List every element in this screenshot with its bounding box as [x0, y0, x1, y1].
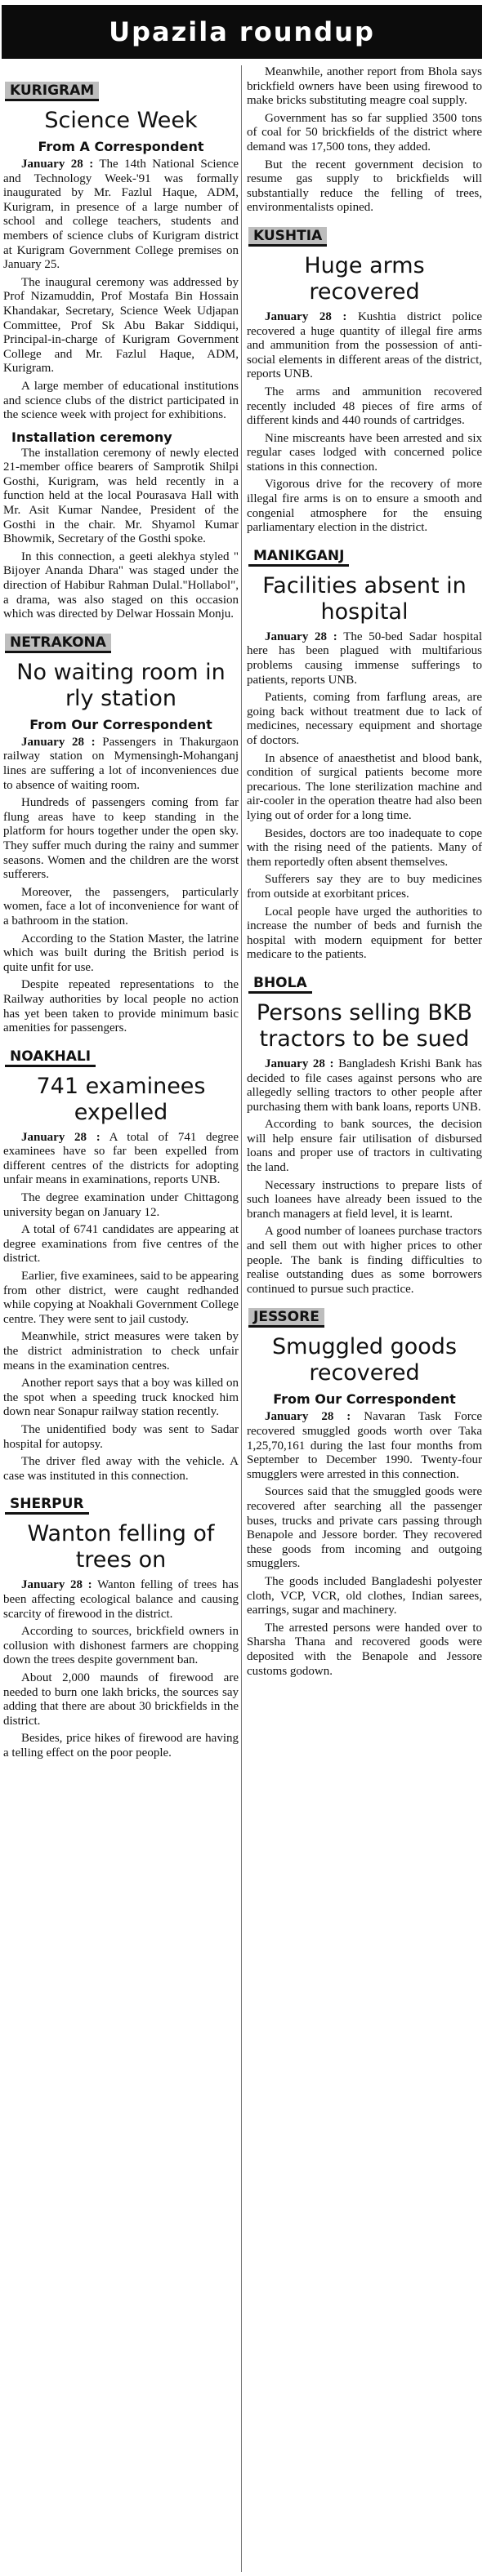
- article-paragraph: January 28 : Bangladesh Krishi Bank has decided to file cases against persons who are allegedly selling tractors to other people after purchasing them with bank loans, reports UNB.: [247, 1057, 483, 1114]
- article-paragraph: Besides, price hikes of firewood are having a telling effect on the poor people.: [3, 1732, 239, 1760]
- article-paragraph: Necessary instructions to prepare lists of such loanees have already been issued to the branch managers at field level, it is learnt.: [247, 1178, 482, 1221]
- article-paragraph: Meanwhile, another report from Bhola says brickfield owners have been using firewood to make bricks substituting meagre coal supply.: [247, 65, 482, 108]
- article-paragraph: Another report says that a boy was killed on the spot when a speeding truck knocked him down near Sonapur railway station recently.: [3, 1377, 239, 1419]
- section-tag: MANIKGANJ: [248, 547, 349, 567]
- article-byline: From Our Correspondent: [273, 1391, 456, 1408]
- article-paragraph: According to sources, brickfield owners in collusion with dishonest farmers are chopping down the trees despite government ban.: [3, 1625, 239, 1667]
- banner-title: Upazila roundup: [109, 16, 375, 47]
- article-paragraph: Nine miscreants have been arrested and six regular cases lodged with concerned police stations in this connection.: [247, 431, 482, 474]
- article-paragraph: Sources said that the smuggled goods were recovered after searching all the passenger buses, trucks and private cars passing through Benapole and Jessore border. They recovered these goods from incoming and outgoing smugglers.: [247, 1485, 482, 1571]
- article-paragraph: January 28 : The 14th National Science and Technology Week-'91 was formally inaugurated by Mr. Fazlul Haque, ADM, Kurigram, in presence of a large number of school and college teachers, students and members of science clubs of Kurigram district at Kurigram Government College premises on January 25.: [3, 158, 239, 272]
- section-tag: NOAKHALI: [5, 1048, 96, 1067]
- article-paragraph: January 28 : Navaran Task Force recovered smuggled goods worth over Taka 1,25,70,161 during the last four months from September to December 1990. Twenty-four smugglers were arrested in this connection.: [247, 1410, 483, 1481]
- article-paragraph: In absence of anaesthetist and blood bank, condition of surgical patients become more precarious. The lone sterilization machine and air-cooler in the operation theatre had also been lying out of order for a long time.: [247, 751, 482, 822]
- article-paragraph: January 28 : Kushtia district police recovered a huge quantity of illegal fire arms and ammunition from the possession of anti-social elements in different areas of the district, reports UNB.: [247, 309, 482, 381]
- article-sherpur: [3, 1487, 239, 1760]
- article-paragraph: The arms and ammunition recovered recently included 48 pieces of fire arms of different kinds and 440 rounds of cartridges.: [247, 385, 482, 428]
- article-paragraph: According to the Station Master, the latrine which was built during the British period is quite unfit for use.: [3, 932, 239, 974]
- section-tag: JESSORE: [248, 1308, 324, 1328]
- article-manikganj: [247, 539, 482, 963]
- article-byline: From A Correspondent: [38, 139, 204, 154]
- article-paragraph: January 28 : Wanton felling of trees has been affecting ecological balance and causing scarcity of firewood in the district.: [3, 1578, 239, 1621]
- section-tag: KUSHTIA: [248, 227, 327, 247]
- article-headline: Huge arms recovered: [304, 252, 425, 305]
- right-column: [247, 65, 482, 1682]
- article-headline: Wanton felling of trees on: [27, 1521, 215, 1573]
- article-paragraph: Vigorous drive for the recovery of more illegal fire arms is on to ensure a smooth and congenial atmosphere for the ensuing parliamentary election in the district.: [247, 478, 482, 535]
- article-netrakona: [3, 625, 239, 1036]
- article-paragraph: About 2,000 maunds of firewood are needed to burn one lakh bricks, the sources say adding that there are about 30 brickfields in the district.: [3, 1671, 239, 1728]
- article-paragraph: January 28 : The 50-bed Sadar hospital here has been plagued with multifarious problems causing immense sufferings to patients, reports UNB.: [247, 630, 483, 687]
- article-paragraph: Besides, doctors are too inadequate to cope with the rising need of the patients. Many of them reportedly often absent themselves.: [247, 826, 482, 869]
- section-tag: BHOLA: [248, 974, 312, 994]
- article-paragraph: In this connection, a geeti alekhya styled " Bijoyer Ananda Dhara" was staged under the direction of Habibur Rahman Dulal."Hollabol", a drama, was also staged on this occasion which was directed by Delwar Hossain Monju.: [3, 549, 239, 621]
- article-paragraph: Despite repeated representations to the Railway authorities by local people no action has yet been taken to provide minimum basic amenities for passengers.: [3, 978, 239, 1035]
- article-subheading: Installation ceremony: [11, 429, 172, 445]
- article-paragraph: A total of 6741 candidates are appearing at degree examinations from five centres of the district.: [3, 1223, 239, 1266]
- article-noakhali: [3, 1039, 239, 1484]
- article-kurigram: [3, 73, 239, 622]
- article-headline: No waiting room in rly station: [16, 659, 226, 711]
- article-paragraph: A large member of educational institutions and science clubs of the district participated in the science week with project for exhibitions.: [3, 379, 239, 422]
- article-paragraph: The inaugural ceremony was addressed by Prof Nizamuddin, Prof Mostafa Bin Hossain Khandakar, Secretary, Science Week Udjapan Committee, Prof Sk Abu Bakar Siddiqui, Principal-in-charge of Kurigram Government College and Mr. Fazlul Haque, ADM, Kurigram.: [3, 275, 239, 376]
- article-paragraph: The unidentified body was sent to Sadar hospital for autopsy.: [3, 1422, 239, 1451]
- article-kushtia: [247, 219, 482, 536]
- article-paragraph: January 28 : A total of 741 degree examinees have so far been expelled from different centres of the districts for adopting unfair means in examinations, reports UNB.: [3, 1130, 239, 1187]
- article-headline: Persons selling BKB tractors to be sued: [256, 999, 473, 1052]
- article-paragraph: Sufferers say they are to buy medicines from outside at exorbitant prices.: [247, 873, 482, 901]
- section-tag: SHERPUR: [5, 1495, 89, 1515]
- article-headline: Facilities absent in hospital: [262, 572, 467, 625]
- article-paragraph: Local people have urged the authorities to increase the number of beds and furnish the hospital with modern equipment for better medicare to the patients.: [247, 905, 482, 962]
- article-headline: Science Week: [44, 108, 198, 133]
- article-bhola: [247, 966, 482, 1297]
- article-jessore: [247, 1300, 482, 1679]
- article-paragraph: Patients, coming from farflung areas, are going back without treatment due to lack of medicines, necessary equipment and shortage of doctors.: [247, 691, 482, 747]
- article-paragraph: Hundreds of passengers coming from far flung areas have to keep standing in the platform for hours together under the open sky. They suffer much during the rainy and summer seasons. Women and the children are the worst sufferers.: [3, 796, 239, 882]
- article-paragraph: The degree examination under Chittagong university began on January 12.: [3, 1191, 239, 1219]
- article-paragraph: A good number of loanees purchase tractors and sell them out with higher prices to other people. The bank is finding difficulties to realise outstanding dues as some borrowers continued to pursue such practice.: [247, 1225, 482, 1296]
- article-byline: From Our Correspondent: [29, 716, 212, 732]
- article-paragraph: January 28 : Passengers in Thakurgaon railway station on Mymensingh-Mohanganj lines are suffering a lot of inconveniences due to absence of waiting room.: [3, 735, 239, 792]
- article-paragraph: Meanwhile, strict measures were taken by the district administration to check unfair means in the examination centres.: [3, 1330, 239, 1373]
- article-headline: 741 examinees expelled: [36, 1073, 206, 1125]
- article-paragraph: According to bank sources, the decision will help ensure fair utilisation of disbursed loans and proper use of tractors in cultivating the land.: [247, 1118, 482, 1175]
- section-tag: KURIGRAM: [5, 82, 99, 101]
- left-column: [3, 73, 239, 1764]
- section-banner: [2, 5, 482, 59]
- article-paragraph: Moreover, the passengers, particularly women, face a lot of inconvenience for want of a bathroom in the station.: [3, 885, 239, 928]
- article-paragraph: The driver fled away with the vehicle. A case was instituted in this connection.: [3, 1455, 239, 1483]
- article-sherpur-continued: [247, 65, 482, 216]
- article-headline: Smuggled goods recovered: [271, 1334, 458, 1386]
- article-paragraph: The arrested persons were handed over to Sharsha Thana and recovered goods were deposited with the Benapole and Jessore customs godown.: [247, 1621, 482, 1678]
- article-paragraph: Government has so far supplied 3500 tons of coal for 50 brickfields of the district where demand was 17,500 tons, they added.: [247, 111, 482, 153]
- section-tag: NETRAKONA: [5, 634, 111, 653]
- article-paragraph: The installation ceremony of newly elected 21-member office bearers of Samprotik Shilpi Gosthi, Kurigram, was held recently in a function held at the local Pourasava Hall with Mr. Asit Kumar Nandee, President of the Gosthi in the chair. Mr. Shyamol Kumar Bhowmik, Secretary of the Gosthi spoke.: [3, 446, 239, 546]
- article-paragraph: The goods included Bangladeshi polyester cloth, VCP, VCR, old clothes, Indian sarees, earrings, sugar and machinery.: [247, 1574, 482, 1617]
- column-divider: [241, 65, 242, 2572]
- article-paragraph: Earlier, five examinees, said to be appearing from other district, were caught redhanded while copying at Noakhali Government College centre. They were sent to jail custody.: [3, 1270, 239, 1326]
- article-paragraph: But the recent government decision to resume gas supply to brickfields will substantially reduce the felling of trees, environmentalists opined.: [247, 158, 482, 215]
